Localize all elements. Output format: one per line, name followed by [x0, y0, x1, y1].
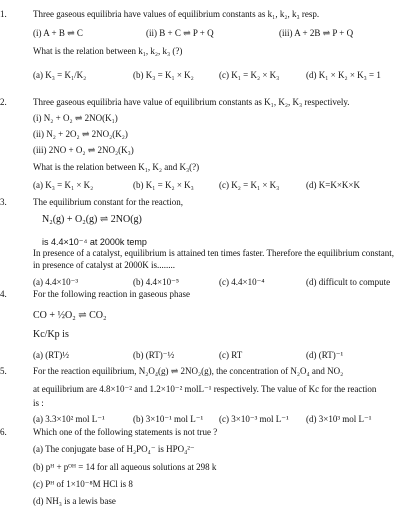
q1-option-a: (a) K₃ = K₁/K₂: [33, 70, 87, 80]
q4-stem: For the following reaction in gaseous phase: [33, 289, 190, 299]
q3-reaction: N₂(g) + O₂(g) ⇌ 2NO(g): [42, 214, 142, 225]
q3-body-1: In presence of a catalyst, equilibrium is attained ten times faster. Therefore the equilibrium constant,: [33, 248, 394, 258]
q5-option-a: (a) 3.3×10² mol L⁻¹: [33, 414, 105, 424]
q6-number: 6.: [0, 427, 7, 437]
q2-option-c: (c) K₂ = K₁ × K₃: [219, 180, 280, 190]
q1-option-d: (d) K₁ × K₂ × K₃ = 1: [306, 70, 381, 80]
q2-number: 2.: [0, 97, 7, 107]
q1-number: 1.: [0, 9, 7, 19]
q3-value: is 4.4×10⁻⁴ at 2000k temp: [42, 237, 147, 247]
q5-option-b: (b) 3×10⁻¹ mol L⁻¹: [133, 414, 204, 424]
q1-reaction-iii: (iii) A + 2B ⇌ P + Q: [279, 28, 354, 38]
q2-option-b: (b) K₁ = K₂ × K₃: [133, 180, 194, 190]
q5-line-1: For the reaction equilibrium, N₂O₄(g) ⇌ 2NO₂(g), the concentration of N₂O₄ and NO₂: [33, 366, 344, 376]
q3-option-c: (c) 4.4×10⁻⁴: [219, 277, 265, 287]
q2-ask: What is the relation between K₁, K₂ and K₃(?): [33, 162, 200, 172]
q2-option-a: (a) K₃ = K₁ × K₂: [33, 180, 94, 190]
q4-ask: Kc/Kp is: [33, 329, 69, 340]
q6-stem: Which one of the following statements is not true ?: [33, 427, 218, 437]
q2-reaction-iii: (iii) 2NO + O₂ ⇌ 2NO₂(K₃): [33, 145, 134, 155]
q4-option-c: (c) RT: [219, 350, 243, 360]
q2-reaction-ii: (ii) N₂ + 2O₂ ⇌ 2NO₂(K₂): [33, 129, 128, 139]
q3-option-d: (d) difficult to compute: [306, 277, 391, 287]
q5-line-2: at equilibrium are 4.8×10⁻² and 1.2×10⁻² molL⁻¹ respectively. The value of Kc for the reaction: [33, 384, 377, 394]
q6-option-b: (b) pᴴ + pᴼᴴ = 14 for all aqueous solutions at 298 k: [33, 462, 217, 472]
q1-stem: Three gaseous equilibria have values of equilibrium constants as k₁, k₂, k₃ resp.: [33, 9, 320, 19]
q4-option-a: (a) (RT)½: [33, 350, 69, 360]
q2-reaction-i: (i) N₂ + O₂ ⇌ 2NO(K₁): [33, 113, 118, 123]
q4-option-d: (d) (RT)⁻¹: [306, 350, 344, 360]
q6-option-c: (c) Pᴴ of 1×10⁻⁸M HCl is 8: [33, 479, 133, 489]
q1-option-c: (c) K₁ = K₂ × K₃: [219, 70, 280, 80]
q3-number: 3.: [0, 197, 7, 207]
q1-reaction-ii: (ii) B + C ⇌ P + Q: [146, 28, 214, 38]
q5-line-3: is :: [33, 398, 44, 408]
q4-option-b: (b) (RT)⁻½: [133, 350, 175, 360]
q3-option-a: (a) 4.4×10⁻³: [33, 277, 79, 287]
q6-option-d: (d) NH₃ is a lewis base: [33, 496, 116, 506]
q2-stem: Three gaseous equilibria have value of equilibrium constants as K₁, K₂, K₃ respectively.: [33, 97, 350, 107]
q2-option-d: (d) K=K×K×K: [306, 180, 360, 190]
q5-option-c: (c) 3×10⁻³ mol L⁻¹: [219, 414, 289, 424]
q4-number: 4.: [0, 289, 7, 299]
q6-option-a: (a) The conjugate base of H₂PO₄⁻ is HPO₄²⁻: [33, 444, 195, 454]
q5-number: 5.: [0, 366, 7, 376]
q1-ask: What is the relation between k₁, k₂, k₃ (?): [33, 46, 183, 56]
q1-reaction-i: (i) A + B ⇌ C: [33, 28, 83, 38]
q4-reaction: CO + ½O₂ ⇌ CO₂: [33, 310, 107, 321]
q3-body-2: in presence of catalyst at 2000K is........: [33, 260, 175, 270]
q1-option-b: (b) K₃ = K₁ × K₂: [133, 70, 194, 80]
q5-option-d: (d) 3×10³ mol L⁻¹: [306, 414, 372, 424]
q3-stem: The equilibrium constant for the reaction,: [33, 197, 183, 207]
q3-option-b: (b) 4.4×10⁻⁵: [133, 277, 179, 287]
